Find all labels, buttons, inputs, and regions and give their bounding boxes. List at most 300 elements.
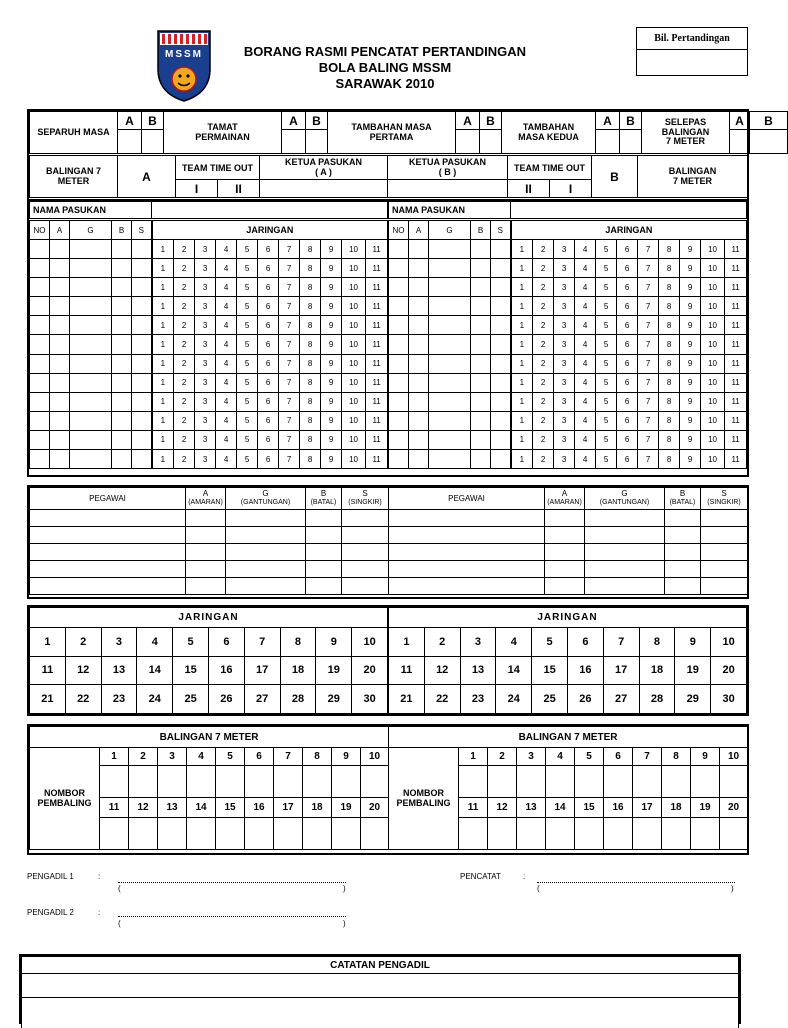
goal-mark-cell[interactable]: 10: [701, 259, 725, 278]
player-b-field[interactable]: [112, 335, 132, 354]
goal-mark-cell[interactable]: 7: [279, 316, 300, 335]
official-a-field[interactable]: [545, 561, 585, 578]
goal-mark-cell[interactable]: 9: [680, 278, 701, 297]
penalty-entry-field[interactable]: [100, 818, 129, 850]
goal-mark-cell[interactable]: 8: [300, 240, 321, 259]
tambahan1-a-field[interactable]: [456, 130, 480, 154]
player-a-field[interactable]: [50, 316, 70, 335]
goal-summary-cell[interactable]: 2: [65, 628, 101, 657]
goal-mark-cell[interactable]: 10: [701, 240, 725, 259]
penalty-entry-field[interactable]: [216, 818, 245, 850]
goal-mark-cell[interactable]: 8: [659, 411, 680, 430]
player-no-field[interactable]: [30, 450, 50, 469]
player-g-field[interactable]: [429, 278, 471, 297]
player-no-field[interactable]: [30, 373, 50, 392]
tto-a-i[interactable]: I: [176, 180, 218, 198]
official-g-field[interactable]: [585, 510, 665, 527]
player-a-field[interactable]: [50, 259, 70, 278]
goal-summary-cell[interactable]: 13: [101, 656, 137, 685]
player-no-field[interactable]: [389, 278, 409, 297]
goal-mark-cell[interactable]: 8: [659, 392, 680, 411]
goal-mark-cell[interactable]: 10: [701, 373, 725, 392]
goal-mark-cell[interactable]: 9: [321, 450, 342, 469]
official-a-field[interactable]: [186, 561, 226, 578]
player-b-field[interactable]: [471, 259, 491, 278]
goal-mark-cell[interactable]: 9: [680, 354, 701, 373]
goal-mark-cell[interactable]: 11: [725, 278, 747, 297]
player-s-field[interactable]: [132, 316, 152, 335]
goal-mark-cell[interactable]: 7: [279, 240, 300, 259]
goal-mark-cell[interactable]: 2: [533, 278, 554, 297]
goal-summary-cell[interactable]: 2: [424, 628, 460, 657]
player-s-field[interactable]: [491, 411, 511, 430]
player-b-field[interactable]: [112, 297, 132, 316]
penalty-entry-field[interactable]: [303, 766, 332, 798]
official-g-field[interactable]: [226, 544, 306, 561]
player-s-field[interactable]: [491, 335, 511, 354]
goal-mark-cell[interactable]: 10: [701, 316, 725, 335]
goal-mark-cell[interactable]: 5: [237, 411, 258, 430]
goal-mark-cell[interactable]: 4: [216, 430, 237, 449]
player-no-field[interactable]: [30, 354, 50, 373]
official-s-field[interactable]: [701, 510, 748, 527]
goal-mark-cell[interactable]: 11: [725, 316, 747, 335]
goal-mark-cell[interactable]: 10: [342, 259, 366, 278]
goal-mark-cell[interactable]: 5: [237, 450, 258, 469]
goal-mark-cell[interactable]: 5: [596, 373, 617, 392]
official-name-field[interactable]: [30, 544, 186, 561]
player-a-field[interactable]: [409, 316, 429, 335]
goal-mark-cell[interactable]: 3: [554, 335, 575, 354]
goal-mark-cell[interactable]: 6: [617, 259, 638, 278]
goal-mark-cell[interactable]: 1: [152, 354, 174, 373]
goal-summary-cell[interactable]: 24: [496, 685, 532, 714]
official-b-field[interactable]: [306, 527, 342, 544]
tto-b-i[interactable]: I: [550, 180, 592, 198]
goal-mark-cell[interactable]: 5: [596, 411, 617, 430]
penalty-entry-field[interactable]: [303, 818, 332, 850]
goal-summary-cell[interactable]: 6: [208, 628, 244, 657]
goal-summary-cell[interactable]: 12: [65, 656, 101, 685]
goal-mark-cell[interactable]: 2: [174, 411, 195, 430]
goal-mark-cell[interactable]: 5: [237, 354, 258, 373]
goal-mark-cell[interactable]: 2: [533, 430, 554, 449]
goal-mark-cell[interactable]: 11: [725, 259, 747, 278]
goal-summary-cell[interactable]: 16: [567, 656, 603, 685]
player-s-field[interactable]: [491, 240, 511, 259]
goal-mark-cell[interactable]: 8: [659, 430, 680, 449]
penalty-entry-field[interactable]: [604, 818, 633, 850]
player-no-field[interactable]: [30, 316, 50, 335]
goal-mark-cell[interactable]: 7: [279, 450, 300, 469]
player-no-field[interactable]: [389, 259, 409, 278]
goal-mark-cell[interactable]: 11: [366, 259, 388, 278]
official-name-field[interactable]: [30, 578, 186, 595]
goal-mark-cell[interactable]: 11: [725, 450, 747, 469]
goal-mark-cell[interactable]: 4: [575, 354, 596, 373]
goal-mark-cell[interactable]: 6: [258, 278, 279, 297]
goal-mark-cell[interactable]: 9: [680, 373, 701, 392]
goal-mark-cell[interactable]: 11: [366, 297, 388, 316]
goal-mark-cell[interactable]: 9: [321, 297, 342, 316]
goal-mark-cell[interactable]: 9: [680, 392, 701, 411]
penalty-entry-field[interactable]: [361, 766, 389, 798]
official-a-field[interactable]: [545, 578, 585, 595]
goal-mark-cell[interactable]: 3: [195, 316, 216, 335]
goal-summary-cell[interactable]: 11: [389, 656, 425, 685]
penalty-entry-field[interactable]: [604, 766, 633, 798]
goal-mark-cell[interactable]: 10: [701, 354, 725, 373]
goal-mark-cell[interactable]: 10: [342, 278, 366, 297]
player-a-field[interactable]: [50, 240, 70, 259]
player-g-field[interactable]: [70, 392, 112, 411]
goal-mark-cell[interactable]: 10: [342, 450, 366, 469]
goal-mark-cell[interactable]: 1: [511, 297, 533, 316]
player-no-field[interactable]: [389, 392, 409, 411]
penalty-entry-field[interactable]: [720, 818, 748, 850]
goal-mark-cell[interactable]: 5: [596, 297, 617, 316]
penalty-entry-field[interactable]: [158, 818, 187, 850]
goal-summary-cell[interactable]: 10: [711, 628, 747, 657]
goal-mark-cell[interactable]: 2: [174, 240, 195, 259]
goal-mark-cell[interactable]: 7: [279, 259, 300, 278]
official-a-field[interactable]: [186, 544, 226, 561]
goal-mark-cell[interactable]: 4: [575, 316, 596, 335]
player-g-field[interactable]: [429, 411, 471, 430]
player-s-field[interactable]: [132, 354, 152, 373]
goal-mark-cell[interactable]: 5: [596, 278, 617, 297]
official-name-field[interactable]: [389, 510, 545, 527]
goal-mark-cell[interactable]: 5: [596, 259, 617, 278]
player-no-field[interactable]: [389, 430, 409, 449]
goal-mark-cell[interactable]: 7: [638, 354, 659, 373]
goal-mark-cell[interactable]: 3: [195, 278, 216, 297]
official-b-field[interactable]: [665, 561, 701, 578]
goal-summary-cell[interactable]: 11: [30, 656, 66, 685]
goal-mark-cell[interactable]: 11: [725, 430, 747, 449]
player-a-field[interactable]: [409, 411, 429, 430]
official-g-field[interactable]: [226, 527, 306, 544]
goal-mark-cell[interactable]: 6: [258, 316, 279, 335]
goal-summary-cell[interactable]: 19: [316, 656, 352, 685]
pengadil-2-sign-line[interactable]: [118, 916, 346, 917]
goal-mark-cell[interactable]: 9: [321, 278, 342, 297]
goal-mark-cell[interactable]: 10: [701, 450, 725, 469]
player-a-field[interactable]: [409, 259, 429, 278]
official-s-field[interactable]: [701, 561, 748, 578]
goal-mark-cell[interactable]: 10: [342, 430, 366, 449]
player-a-field[interactable]: [409, 430, 429, 449]
player-s-field[interactable]: [132, 373, 152, 392]
player-b-field[interactable]: [112, 392, 132, 411]
penalty-entry-field[interactable]: [459, 818, 488, 850]
goal-mark-cell[interactable]: 3: [195, 450, 216, 469]
player-g-field[interactable]: [70, 316, 112, 335]
goal-mark-cell[interactable]: 10: [701, 392, 725, 411]
player-no-field[interactable]: [389, 316, 409, 335]
player-s-field[interactable]: [132, 240, 152, 259]
goal-mark-cell[interactable]: 2: [533, 411, 554, 430]
player-a-field[interactable]: [409, 354, 429, 373]
goal-summary-cell[interactable]: 4: [137, 628, 173, 657]
goal-mark-cell[interactable]: 2: [174, 354, 195, 373]
goal-mark-cell[interactable]: 3: [554, 430, 575, 449]
goal-mark-cell[interactable]: 10: [342, 354, 366, 373]
goal-mark-cell[interactable]: 6: [617, 392, 638, 411]
official-b-field[interactable]: [306, 510, 342, 527]
goal-mark-cell[interactable]: 1: [152, 373, 174, 392]
goal-mark-cell[interactable]: 10: [701, 411, 725, 430]
goal-mark-cell[interactable]: 7: [279, 430, 300, 449]
goal-mark-cell[interactable]: 3: [195, 354, 216, 373]
official-s-field[interactable]: [701, 527, 748, 544]
goal-mark-cell[interactable]: 3: [554, 278, 575, 297]
catatan-line[interactable]: [22, 974, 739, 998]
goal-mark-cell[interactable]: 9: [680, 259, 701, 278]
goal-summary-cell[interactable]: 21: [30, 685, 66, 714]
goal-mark-cell[interactable]: 4: [575, 335, 596, 354]
player-b-field[interactable]: [471, 278, 491, 297]
penalty-entry-field[interactable]: [488, 766, 517, 798]
player-no-field[interactable]: [30, 278, 50, 297]
tamat-b-field[interactable]: [306, 130, 328, 154]
goal-mark-cell[interactable]: 11: [725, 354, 747, 373]
goal-mark-cell[interactable]: 8: [300, 450, 321, 469]
goal-mark-cell[interactable]: 9: [321, 411, 342, 430]
goal-mark-cell[interactable]: 4: [216, 240, 237, 259]
goal-mark-cell[interactable]: 5: [596, 430, 617, 449]
goal-mark-cell[interactable]: 1: [152, 430, 174, 449]
player-g-field[interactable]: [70, 278, 112, 297]
goal-mark-cell[interactable]: 11: [725, 335, 747, 354]
goal-mark-cell[interactable]: 8: [300, 373, 321, 392]
goal-summary-cell[interactable]: 15: [173, 656, 209, 685]
goal-mark-cell[interactable]: 5: [596, 450, 617, 469]
goal-mark-cell[interactable]: 7: [279, 354, 300, 373]
goal-mark-cell[interactable]: 6: [617, 316, 638, 335]
goal-summary-cell[interactable]: 9: [675, 628, 711, 657]
goal-mark-cell[interactable]: 3: [554, 297, 575, 316]
goal-mark-cell[interactable]: 8: [300, 316, 321, 335]
official-a-field[interactable]: [545, 527, 585, 544]
goal-summary-cell[interactable]: 30: [352, 685, 388, 714]
goal-mark-cell[interactable]: 9: [680, 335, 701, 354]
player-g-field[interactable]: [70, 335, 112, 354]
official-b-field[interactable]: [665, 510, 701, 527]
player-a-field[interactable]: [409, 297, 429, 316]
official-a-field[interactable]: [186, 510, 226, 527]
official-a-field[interactable]: [545, 544, 585, 561]
goal-summary-cell[interactable]: 18: [280, 656, 316, 685]
goal-summary-cell[interactable]: 7: [603, 628, 639, 657]
goal-mark-cell[interactable]: 10: [342, 411, 366, 430]
player-b-field[interactable]: [471, 450, 491, 469]
goal-mark-cell[interactable]: 2: [174, 373, 195, 392]
goal-summary-cell[interactable]: 1: [30, 628, 66, 657]
player-b-field[interactable]: [471, 354, 491, 373]
goal-mark-cell[interactable]: 11: [366, 278, 388, 297]
goal-mark-cell[interactable]: 4: [216, 450, 237, 469]
player-b-field[interactable]: [112, 450, 132, 469]
player-s-field[interactable]: [491, 392, 511, 411]
penalty-entry-field[interactable]: [129, 766, 158, 798]
goal-mark-cell[interactable]: 7: [638, 430, 659, 449]
player-no-field[interactable]: [389, 297, 409, 316]
tamat-a-field[interactable]: [282, 130, 306, 154]
penalty-entry-field[interactable]: [158, 766, 187, 798]
goal-mark-cell[interactable]: 5: [596, 392, 617, 411]
player-no-field[interactable]: [30, 411, 50, 430]
goal-summary-cell[interactable]: 4: [496, 628, 532, 657]
penalty-entry-field[interactable]: [100, 766, 129, 798]
penalty-entry-field[interactable]: [361, 818, 389, 850]
player-b-field[interactable]: [112, 430, 132, 449]
goal-mark-cell[interactable]: 8: [659, 240, 680, 259]
player-g-field[interactable]: [70, 411, 112, 430]
goal-mark-cell[interactable]: 4: [216, 354, 237, 373]
goal-mark-cell[interactable]: 4: [216, 392, 237, 411]
goal-mark-cell[interactable]: 1: [511, 278, 533, 297]
player-s-field[interactable]: [132, 259, 152, 278]
player-g-field[interactable]: [70, 450, 112, 469]
player-b-field[interactable]: [112, 354, 132, 373]
goal-mark-cell[interactable]: 3: [195, 373, 216, 392]
player-s-field[interactable]: [132, 411, 152, 430]
player-no-field[interactable]: [389, 354, 409, 373]
goal-mark-cell[interactable]: 8: [659, 373, 680, 392]
player-g-field[interactable]: [429, 450, 471, 469]
goal-mark-cell[interactable]: 10: [701, 430, 725, 449]
player-no-field[interactable]: [30, 335, 50, 354]
player-no-field[interactable]: [30, 430, 50, 449]
goal-mark-cell[interactable]: 7: [638, 392, 659, 411]
player-b-field[interactable]: [471, 392, 491, 411]
player-a-field[interactable]: [50, 392, 70, 411]
official-g-field[interactable]: [585, 544, 665, 561]
player-g-field[interactable]: [429, 335, 471, 354]
tto-a-ii[interactable]: II: [218, 180, 260, 198]
goal-mark-cell[interactable]: 1: [511, 316, 533, 335]
goal-summary-cell[interactable]: 17: [244, 656, 280, 685]
goal-mark-cell[interactable]: 6: [258, 392, 279, 411]
official-a-field[interactable]: [186, 578, 226, 595]
goal-mark-cell[interactable]: 9: [680, 297, 701, 316]
goal-mark-cell[interactable]: 3: [195, 259, 216, 278]
goal-mark-cell[interactable]: 2: [533, 450, 554, 469]
goal-mark-cell[interactable]: 1: [511, 240, 533, 259]
player-b-field[interactable]: [112, 316, 132, 335]
goal-mark-cell[interactable]: 11: [725, 297, 747, 316]
goal-mark-cell[interactable]: 6: [617, 335, 638, 354]
goal-summary-cell[interactable]: 24: [137, 685, 173, 714]
goal-mark-cell[interactable]: 4: [575, 278, 596, 297]
player-a-field[interactable]: [50, 354, 70, 373]
official-b-field[interactable]: [665, 578, 701, 595]
official-name-field[interactable]: [30, 510, 186, 527]
goal-mark-cell[interactable]: 5: [596, 354, 617, 373]
penalty-entry-field[interactable]: [633, 818, 662, 850]
goal-summary-cell[interactable]: 5: [173, 628, 209, 657]
player-no-field[interactable]: [389, 335, 409, 354]
goal-mark-cell[interactable]: 4: [216, 297, 237, 316]
player-b-field[interactable]: [471, 373, 491, 392]
goal-mark-cell[interactable]: 2: [533, 354, 554, 373]
goal-summary-cell[interactable]: 16: [208, 656, 244, 685]
player-s-field[interactable]: [132, 297, 152, 316]
goal-mark-cell[interactable]: 5: [237, 392, 258, 411]
goal-mark-cell[interactable]: 5: [237, 259, 258, 278]
goal-mark-cell[interactable]: 1: [152, 240, 174, 259]
goal-summary-cell[interactable]: 27: [244, 685, 280, 714]
goal-mark-cell[interactable]: 11: [725, 240, 747, 259]
goal-mark-cell[interactable]: 4: [216, 316, 237, 335]
goal-mark-cell[interactable]: 6: [258, 411, 279, 430]
player-g-field[interactable]: [70, 259, 112, 278]
separuh-b-field[interactable]: [142, 130, 164, 154]
goal-mark-cell[interactable]: 4: [575, 297, 596, 316]
goal-mark-cell[interactable]: 11: [725, 392, 747, 411]
player-g-field[interactable]: [429, 430, 471, 449]
goal-mark-cell[interactable]: 7: [638, 411, 659, 430]
player-s-field[interactable]: [132, 430, 152, 449]
goal-mark-cell[interactable]: 5: [237, 297, 258, 316]
goal-mark-cell[interactable]: 6: [617, 411, 638, 430]
player-s-field[interactable]: [491, 259, 511, 278]
player-s-field[interactable]: [491, 316, 511, 335]
goal-mark-cell[interactable]: 6: [258, 240, 279, 259]
player-no-field[interactable]: [30, 392, 50, 411]
goal-mark-cell[interactable]: 2: [174, 316, 195, 335]
penalty-entry-field[interactable]: [720, 766, 748, 798]
goal-mark-cell[interactable]: 8: [300, 335, 321, 354]
tto-b-ii[interactable]: II: [508, 180, 550, 198]
goal-mark-cell[interactable]: 7: [638, 240, 659, 259]
player-a-field[interactable]: [409, 373, 429, 392]
goal-summary-cell[interactable]: 5: [532, 628, 568, 657]
penalty-entry-field[interactable]: [546, 766, 575, 798]
goal-mark-cell[interactable]: 2: [174, 278, 195, 297]
penalty-entry-field[interactable]: [245, 766, 274, 798]
goal-mark-cell[interactable]: 8: [300, 411, 321, 430]
player-a-field[interactable]: [50, 335, 70, 354]
goal-mark-cell[interactable]: 3: [554, 392, 575, 411]
official-g-field[interactable]: [585, 561, 665, 578]
goal-mark-cell[interactable]: 6: [258, 354, 279, 373]
player-a-field[interactable]: [50, 278, 70, 297]
goal-mark-cell[interactable]: 9: [680, 450, 701, 469]
goal-mark-cell[interactable]: 4: [575, 259, 596, 278]
player-b-field[interactable]: [112, 373, 132, 392]
goal-mark-cell[interactable]: 10: [342, 335, 366, 354]
player-a-field[interactable]: [409, 278, 429, 297]
goal-mark-cell[interactable]: 4: [575, 392, 596, 411]
official-g-field[interactable]: [226, 510, 306, 527]
penalty-entry-field[interactable]: [274, 766, 303, 798]
goal-mark-cell[interactable]: 6: [617, 297, 638, 316]
goal-mark-cell[interactable]: 3: [195, 240, 216, 259]
goal-summary-cell[interactable]: 8: [280, 628, 316, 657]
official-g-field[interactable]: [226, 561, 306, 578]
goal-mark-cell[interactable]: 1: [511, 430, 533, 449]
goal-mark-cell[interactable]: 7: [279, 278, 300, 297]
player-g-field[interactable]: [70, 240, 112, 259]
goal-mark-cell[interactable]: 11: [366, 335, 388, 354]
goal-mark-cell[interactable]: 7: [638, 373, 659, 392]
penalty-entry-field[interactable]: [691, 766, 720, 798]
player-b-field[interactable]: [112, 240, 132, 259]
player-b-field[interactable]: [471, 411, 491, 430]
goal-mark-cell[interactable]: 4: [575, 450, 596, 469]
